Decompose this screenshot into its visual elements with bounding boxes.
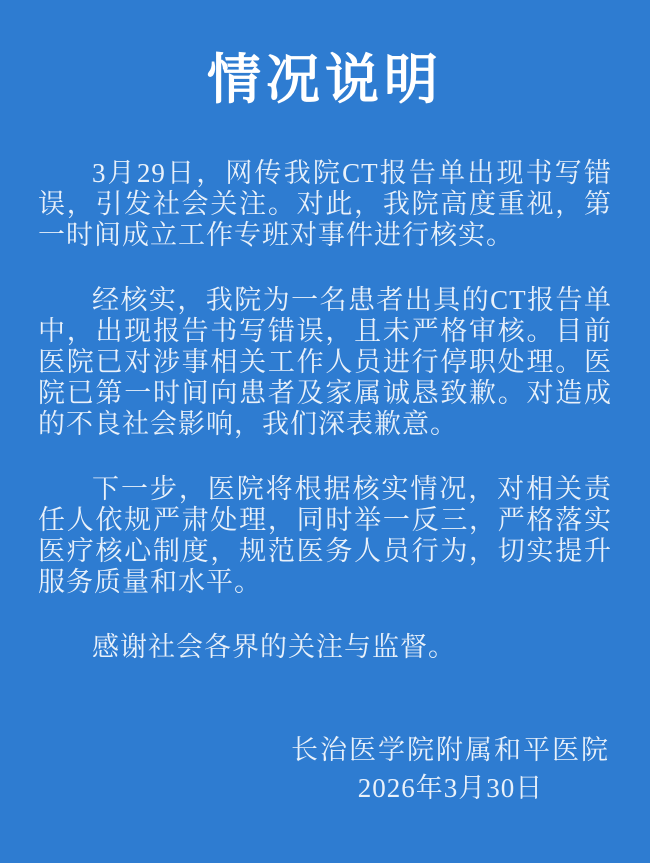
statement-paragraph-4: 感谢社会各界的关注与监督。 [92,632,456,662]
statement-body [0,110,650,663]
statement-paragraph-1: 3月29日，网传我院CT报告单出现书写错误，引发社会关注。对此，我院高度重视，第一时间成立工作专班对事件进行核实。 [38,158,612,250]
signature-date: 2026年3月30日 [357,773,544,803]
statement-title: 情况说明 [207,50,443,110]
signature-inner [291,731,610,807]
signature-organization: 长治医学院附属和平医院 [291,735,610,765]
statement-paragraph-2: 经核实，我院为一名患者出具的CT报告单中，出现报告书写错误，且未严格审核。目前医院已对涉事相关工作人员进行停职处理。医院已第一时间向患者及家属诚恳致歉。对造成的不良社会影响，我们深表歉意。 [38,285,612,439]
statement-paragraph-3: 下一步，医院将根据核实情况，对相关责任人依规严肃处理，同时举一反三，严格落实医疗核心制度，规范医务人员行为，切实提升服务质量和水平。 [38,474,612,597]
signature-block [0,731,650,807]
